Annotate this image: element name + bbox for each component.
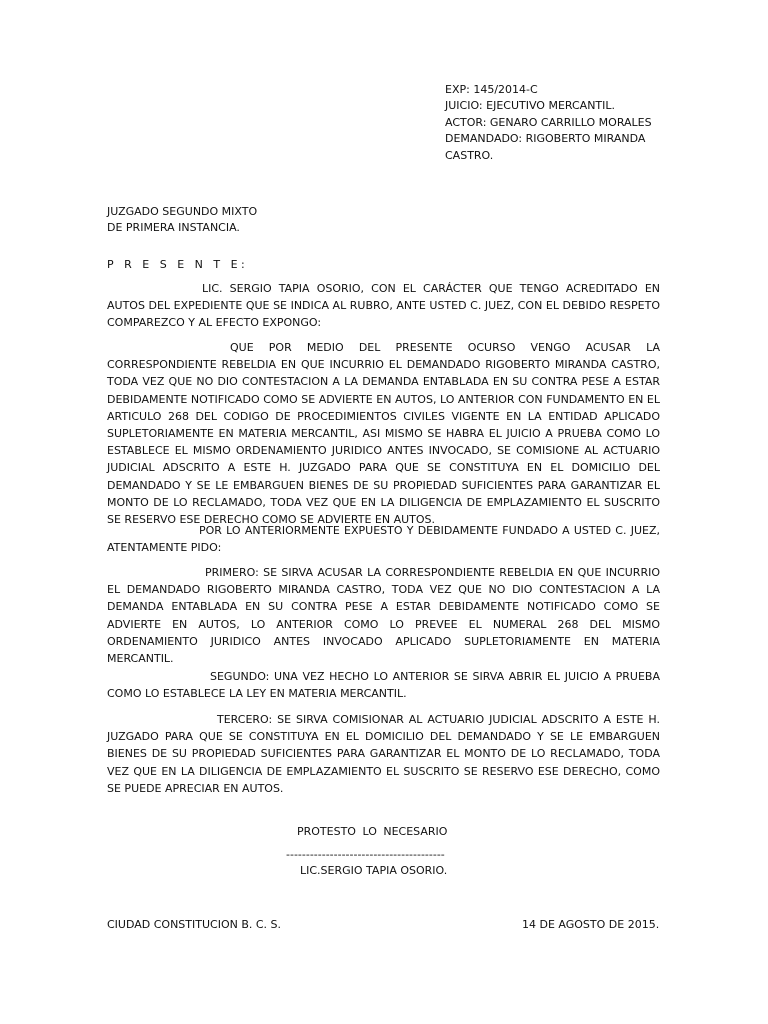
case-actor: ACTOR: GENARO CARRILLO MORALES xyxy=(445,115,652,129)
paragraph-body: QUE POR MEDIO DEL PRESENTE OCURSO VENGO ACUSAR LA CORRESPONDIENTE REBELDIA EN QUE INCURRIO EL DEMANDADO RIGOBERTO MIRANDA CASTRO, TODA VEZ QUE NO DIO CONTESTACION A LA DEMANDA ENTABLADA EN SU CONTRA PESE A ESTAR DEBIDAMENTE NOTIFICADO COMO SE ADVIERTE EN AUTOS, LO ANTERIOR CON FUNDAMENTO EN EL ARTICULO 268 DEL CODIGO DE PROCEDIMIENTOS CIVILES VIGENTE EN LA ENTIDAD APLICADO SUPLETORIAMENTE EN MATERIA MERCANTIL, ASI MISMO SE HABRA EL JUICIO A PRUEBA COMO LO ESTABLECE EL MISMO ORDENAMIENTO JURIDICO ANTES INVOCADO, SE COMISIONE AL ACTUARIO JUDICIAL ADSCRITO A ESTE H. JUZGADO PARA QUE SE CONSTITUYA EN EL DOMICILIO DEL DEMANDADO Y SE LE EMBARGUEN BIENES DE SU PROPIEDAD SUFICIENTES PARA GARANTIZAR EL MONTO DE LO RECLAMADO, TODA VEZ QUE EN LA DILIGENCIA DE EMPLAZAMIENTO EL SUSCRITO SE RESERVO ESE DERECHO COMO SE ADVIERTE EN AUTOS. xyxy=(107,341,660,527)
court-name: JUZGADO SEGUNDO MIXTO xyxy=(107,205,258,218)
case-defendant-continued: CASTRO. xyxy=(445,148,494,162)
date: 14 DE AGOSTO DE 2015. xyxy=(522,918,660,931)
paragraph-primero: PRIMERO: SE SIRVA ACUSAR LA CORRESPONDIENTE REBELDIA EN QUE INCURRIO EL DEMANDADO RIGOBERTO MIRANDA CASTRO, TODA VEZ QUE NO DIO CONTESTACION A LA DEMANDA ENTABLADA EN SU CONTRA PESE A ESTAR DEBIDAMENTE NOTIFICADO COMO SE ADVIERTE EN AUTOS, LO ANTERIOR COMO LO PREVEE EL NUMERAL 268 DEL MISMO ORDENAMIENTO JURIDICO ANTES INVOCADO APLICADO SUPLETORIAMENTE EN MATERIA MERCANTIL. xyxy=(107,566,660,666)
salutation: P R E S E N T E: xyxy=(107,258,249,271)
case-header xyxy=(445,82,725,164)
court-instance: DE PRIMERA INSTANCIA. xyxy=(107,221,240,235)
case-defendant: DEMANDADO: RIGOBERTO MIRANDA xyxy=(445,132,646,146)
paragraph-segundo: SEGUNDO: UNA VEZ HECHO LO ANTERIOR SE SIRVA ABRIR EL JUICIO A PRUEBA COMO LO ESTABLECE LA LEY EN MATERIA MERCANTIL. xyxy=(107,670,660,701)
case-number: EXP: 145/2014-C xyxy=(445,83,538,96)
case-type: JUICIO: EJECUTIVO MERCANTIL. xyxy=(445,99,616,113)
closing-formula: PROTESTO LO NECESARIO xyxy=(297,825,448,838)
signature-line: ---------------------------------------- xyxy=(286,848,445,861)
place: CIUDAD CONSTITUCION B. C. S. xyxy=(107,918,282,931)
paragraph-tercero: TERCERO: SE SIRVA COMISIONAR AL ACTUARIO JUDICIAL ADSCRITO A ESTE H. JUZGADO PARA QUE SE CONSTITUYA EN EL DOMICILIO DEL DEMANDADO Y SE LE EMBARGUEN BIENES DE SU PROPIEDAD SUFICIENTES PARA GARANTIZAR EL MONTO DE LO RECLAMADO, TODA VEZ QUE EN LA DILIGENCIA DE EMPLAZAMIENTO EL SUSCRITO SE RESERVO ESE DERECHO, COMO SE PUEDE APRECIAR EN AUTOS. xyxy=(107,713,660,795)
paragraph-request-intro: POR LO ANTERIORMENTE EXPUESTO Y DEBIDAMENTE FUNDADO A USTED C. JUEZ, ATENTAMENTE PIDO: xyxy=(107,524,660,555)
paragraph-appearance: LIC. SERGIO TAPIA OSORIO, CON EL CARÁCTER QUE TENGO ACREDITADO EN AUTOS DEL EXPEDIENTE QUE SE INDICA AL RUBRO, ANTE USTED C. JUEZ, CON EL DEBIDO RESPETO COMPAREZCO Y AL EFECTO EXPONGO: xyxy=(107,282,660,330)
court-address xyxy=(107,204,257,237)
signer-name: LIC.SERGIO TAPIA OSORIO. xyxy=(300,864,448,877)
